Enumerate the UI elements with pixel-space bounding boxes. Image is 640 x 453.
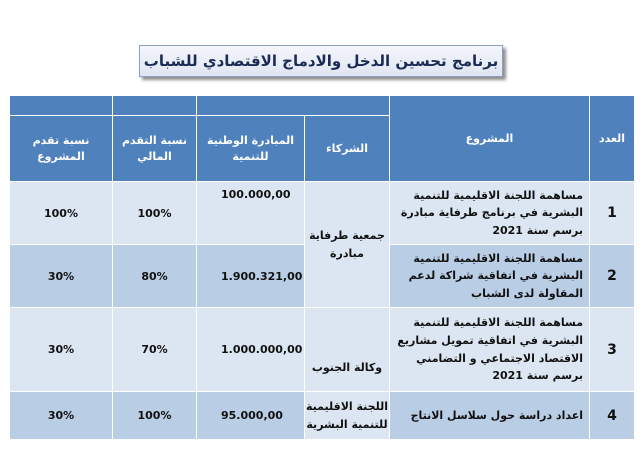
header-project-progress: نسبة تقدم المشروع	[10, 116, 113, 182]
table-row	[10, 392, 635, 440]
row-number: 3	[590, 308, 635, 392]
row-number: 1	[590, 182, 635, 245]
row-amount: 1.000.000,00	[197, 308, 305, 392]
header-row-top	[10, 96, 635, 116]
row-partner: وكالة الجنوب	[305, 308, 390, 392]
row-partner: اللجنة الاقليمية للتنمية البشرية	[305, 392, 390, 440]
row-amount: 95.000,00	[197, 392, 305, 440]
header-financial-progress: نسبة التقدم المالي	[113, 116, 197, 182]
projects-table	[9, 95, 635, 440]
row-amount: 100.000,00	[197, 182, 305, 245]
header-project: المشروع	[390, 96, 590, 182]
row-number: 2	[590, 245, 635, 308]
row-project-progress: 30%	[10, 308, 113, 392]
row-financial-progress: 100%	[113, 182, 197, 245]
table-row	[10, 308, 635, 392]
row-financial-progress: 70%	[113, 308, 197, 392]
header-blank-2	[10, 96, 113, 116]
page-title: برنامج تحسين الدخل والادماج الاقتصادي للشباب	[139, 45, 503, 77]
header-number: العدد	[590, 96, 635, 182]
row-project-progress: 30%	[10, 245, 113, 308]
row-financial-progress: 100%	[113, 392, 197, 440]
table-row	[10, 182, 635, 245]
header-indh: المبادرة الوطنية للتنمية	[197, 116, 305, 182]
row-project: مساهمة اللجنة الاقليمية للتنمية البشرية في اتفاقية تمويل مشاريع الاقتصاد الاجتماعي و التضامني برسم سنة 2021	[390, 308, 590, 392]
row-financial-progress: 80%	[113, 245, 197, 308]
row-project: اعداد دراسة حول سلاسل الانتاج	[390, 392, 590, 440]
row-number: 4	[590, 392, 635, 440]
header-partners: الشركاء	[305, 116, 390, 182]
row-partner: جمعية طرفاية مبادرة	[305, 182, 390, 308]
row-project-progress: 30%	[10, 392, 113, 440]
row-project: مساهمة اللجنة الاقليمية للتنمية البشرية في برنامج طرفاية مبادرة برسم سنة 2021	[390, 182, 590, 245]
row-project-progress: 100%	[10, 182, 113, 245]
row-amount: 1.900.321,00	[197, 245, 305, 308]
header-blank-1	[113, 96, 197, 116]
row-project: مساهمة اللجنة الاقليمية للتنمية البشرية في اتفاقية شراكة لدعم المقاولة لدى الشباب	[390, 245, 590, 308]
header-group-blank	[197, 96, 390, 116]
